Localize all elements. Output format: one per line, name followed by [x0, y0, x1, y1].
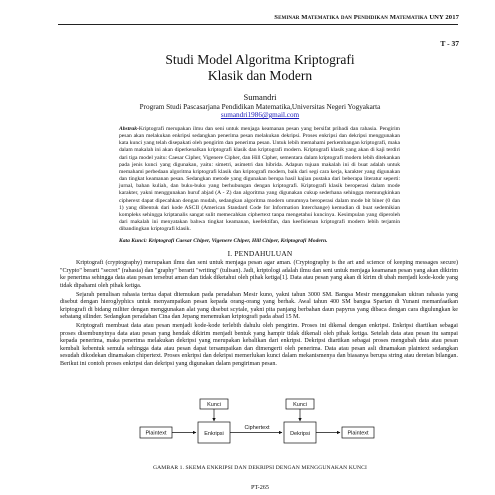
key-label-left: Kunci: [207, 402, 221, 408]
encryption-label: Enkripsi: [204, 431, 224, 437]
encryption-diagram: [138, 397, 378, 459]
body-paragraph: Sejarah penulisan rahasia tertua dapat ditemukan pada peradaban Mesir kuno, yakni tahun 3000 SM. Bangsa Mesir menggunakan ukiran rahasia yang disebut dengan hieroglyphics untuk menyampaikan pesan kepada orang-orang yang berhak. Awal tahun 400 SM bangsa Spartan di Yunani memanfaatkan kriptografi di bidang militer dengan menggunakan alat yang disebut scytale, yakni pita panjang berbahan daun papyrus yang dibaca dengan cara digulungkan ke sebatang silinder. Sedangkan peradaban Cina dan Jepang menemukan kriptografi pada abad 15 M.: [60, 291, 458, 320]
running-header: Seminar Matematika dan Pendidikan Matematika UNY 2017: [274, 14, 459, 21]
decryption-label: Dekripsi: [290, 431, 310, 437]
section-heading: I. PENDAHULUAN: [227, 249, 293, 258]
section-body: [60, 260, 458, 370]
paper-affiliation: Program Studi Pascasarjana Pendidikan Matematika,Universitas Negeri Yogyakarta: [139, 103, 381, 111]
plaintext-label-right: Plaintext: [347, 430, 369, 437]
title-line-2: Klasik dan Modern: [207, 68, 313, 83]
ciphertext-label: Ciphertext: [244, 425, 270, 431]
abstract-text: Kriptografi merupakan ilmu dan seni untuk menjaga keamanan pesan yang bersifat pribadi dan rahasia. Pengirim pesan akan melakukan enkripsi sedangkan penerima pesan melakukan dekripsi. Proses enkripsi dan dekripsi menggunakan kata kunci yang telah disepakati oleh pengirim dan penerima pesan. Untuk lebih memahami perkembangan kriptografi, maka dalam makalah ini akan diperkenalkan kriptografi klasik dan kriptografi modern. Kriptografi klasik yang akan di kaji terdiri dari tiga model yaitu: Caesar Cipher, Vigenere Cipher, dan Hill Cipher, sementara dalam kriptografi modern lebih ditekankan pada jenis kunci yang digunakan, yaitu: simetri, asimetri dan hibrida. Adapun tujuan makalah ini di buat adalah untuk memahami perbedaan algoritma kriptografi klasik dan kriptografi modern, baik dari segi cara kerja, karakter yang digunakan dan tingkat keamanan pesan. Sedangkan metode yang digunakan berupa hasil kajian pustaka dari beberapa literatur seperti: jurnal, bahan kuliah, dan buku-buku yang berhubungan dengan kriptografi. Kriptografi klasik beroperasi dalam mode karakter, yakni menggunakan huruf abjad (A - Z) dan algoritma yang digunakan cukup sederhana sehingga memungkinkan cipherext dapat dipecahkan dengan mudah, sedangkan algoritma modern umumnya beroperasi dalam mode bit biner (0 dan 1) yang dibentuk dari kode ASCII (American Standard Code for Information Interchange) kemudian di buat sedemikian kompleks sehingga kriptanalis sangat sulit memecahkan ciphertext tanpa mengetahui kuncinya. Kesimpulan yang diperoleh dari makalah ini menyatakan bahwa tingkat keamanan, keefektifan, dan keefisienan kriptografi modern lebih terjamin dibandingkan kriptografi klasik.: [119, 126, 400, 233]
title-line-1: Studi Model Algoritma Kriptografi: [165, 52, 355, 67]
keywords: Kata Kunci: Kriptografi Caesar Chiper, Vigenere Chiper, Hill Chiper, Kriptografi Modern.: [119, 238, 328, 244]
key-label-right: Kunci: [293, 402, 307, 408]
header-rule: [58, 24, 458, 25]
plaintext-label-left: Plaintext: [145, 430, 167, 437]
page-number: PT-265: [251, 484, 269, 491]
author-email-link[interactable]: sumandri1986@gmail.com: [220, 111, 300, 119]
body-paragraph: Kriptografi (cryptography) merupakan ilmu dan seni untuk menjaga pesan agar aman. (Cryptography is the art and science of keeping messages secure) "Crypto" berarti "secret" (rahasia) dan "graphy" berarti "writing" (tulisan). Jadi, kriptologi adalah ilmu dan seni untuk menjaga keamanan pesan yang akan dikirim ke penerima sehingga data atau pesan tersebut aman dan tidak diketahui oleh pihak ketiga[1]. Data atau pesan yang akan di kirim di ubah menjadi kode-kode yang tidak dipahami oleh pihak ketiga.: [60, 260, 458, 289]
paper-title: [60, 52, 460, 84]
article-code: T - 37: [440, 39, 459, 48]
body-paragraph: Kriptografi membuat data atau pesan menjadi kode-kode terlebih dahulu oleh pengirim. Proses ini dikenal dengan enkripsi. Enkripsi diartikan sebagai proses disembunyinya data atau pesan yang hendak dikirim menjadi bentuk yang hampir tidak dikenali oleh pihak ketiga. Setelah data atau pesan itu sampai kepada penerima, maka penerima melakukan dekripsi yang merupakan kebalikan dari enkripsi. Dekripsi diartikan sebagai proses mengubah data atau pesan kembali kebentuk semula sehingga data atau pesan dapat tersampaikan dan dimengerti oleh penerima. Data atau pesan asli dinamakan plaintext sedangkan sesudah dikodekan dinamakan chipertext. Proses enkripsi dan dekripsi memerlukan kunci dalam mekanismenya dan biasanya berupa string atau deretan bilangan. Berikut ini contoh proses enkripsi dan dekripsi yang digunakan dalam pengiriman pesan.: [60, 323, 458, 367]
paper-authors: Sumandri: [243, 92, 277, 102]
abstract: [119, 126, 400, 233]
figure-caption: GAMBAR 1. SKEMA ENKRIPSI DAN DEKRIPSI DENGAN MENGGUNAKAN KUNCI: [153, 465, 367, 471]
abstract-lead: Abstrak-: [119, 126, 139, 132]
